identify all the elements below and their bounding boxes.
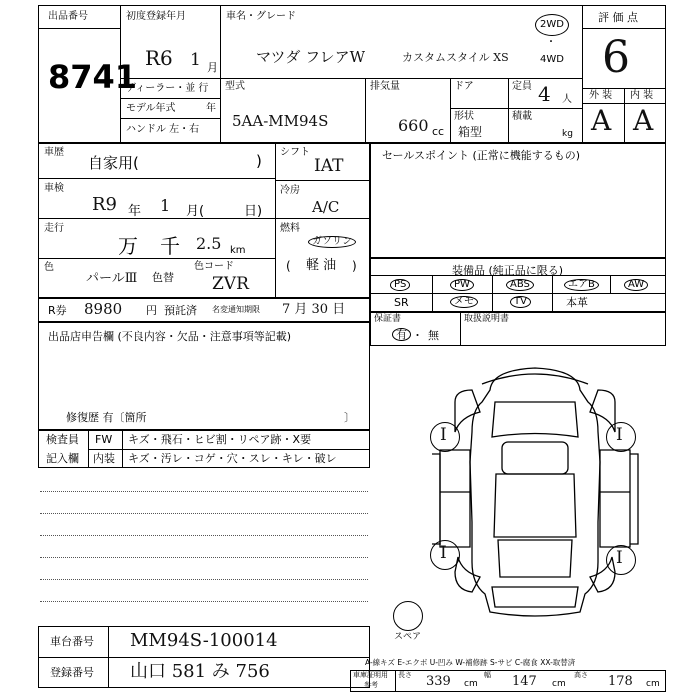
height-unit: cm — [646, 679, 660, 689]
dim-label-2: 参考 — [364, 681, 378, 689]
color-label: 色 — [44, 262, 54, 273]
tire-front-right-mark: Ⅰ — [616, 425, 623, 445]
history-value: 自家用( — [88, 154, 139, 172]
warranty-label: 保証書 — [374, 314, 402, 324]
month-unit: 月 — [207, 61, 218, 74]
repair-label: 修復歴 有〔箇所 — [66, 411, 147, 424]
displacement-value: 660 — [398, 116, 429, 135]
mileage-man: 万 — [118, 234, 138, 258]
color-code-label: 色コード — [194, 261, 234, 272]
equip-ps: PS — [390, 279, 410, 291]
manual-label: 取扱説明書 — [464, 314, 510, 324]
height-value: 178 — [608, 674, 633, 689]
fw-text: キズ・飛石・ヒビ割・リペア跡・X要 — [128, 433, 312, 446]
ext-grade: A — [591, 104, 612, 137]
dealer-label: ディーラー・並 行 — [126, 83, 209, 94]
lot-label: 出品番号 — [48, 11, 88, 22]
length-value: 339 — [426, 674, 451, 689]
type-value: 5AA-MM94S — [232, 112, 329, 130]
inspection-month-unit: 月( — [186, 204, 205, 219]
car-diagram — [420, 362, 650, 622]
load-unit: kg — [562, 129, 573, 139]
load-label: 積載 — [512, 111, 532, 122]
tire-rear-left-mark: Ⅰ — [440, 543, 447, 563]
equip-pw: PW — [450, 279, 474, 291]
km-unit: km — [230, 245, 246, 256]
equip-abs: ABS — [506, 279, 534, 291]
transfer-value: 7 月 30 日 — [282, 302, 346, 317]
shift-value: IAT — [314, 156, 344, 176]
fw-label: FW — [95, 433, 113, 446]
mileage-value: 2.5 — [196, 234, 222, 253]
car-name: マツダ フレアW — [256, 48, 365, 66]
color-value: パールⅢ — [86, 271, 138, 286]
equip-tv: TV — [510, 296, 531, 308]
first-reg-era: R6 — [145, 46, 173, 70]
repair-close: 〕 — [344, 411, 355, 424]
width-unit: cm — [552, 679, 566, 689]
width-label: 幅 — [484, 671, 491, 679]
mileage-sen: 千 — [160, 234, 180, 258]
recycle-label: R券 — [48, 304, 67, 317]
history-close: ) — [256, 152, 262, 170]
int-grade: A — [633, 104, 654, 137]
warranty-sep: ・ — [412, 329, 423, 342]
sales-points-title: セールスポイント (正常に機能するもの) — [382, 149, 581, 162]
inspection-era: R9 — [92, 194, 118, 215]
equip-leather: 本革 — [566, 296, 588, 309]
mileage-label: 走行 — [44, 223, 64, 234]
fuel-value: ガソリン — [308, 236, 356, 248]
first-reg-label: 初度登録年月 — [126, 11, 186, 22]
first-reg-month: 1 — [190, 50, 201, 70]
color-change-label: 色替 — [152, 271, 174, 284]
inspection-year-unit: 年 — [128, 204, 142, 219]
legend-text: A-線キズ E-エクボ U-凹み W-補修跡 S-サビ C-腐食 XX-取替済 — [365, 658, 576, 667]
warranty-yes: 有 — [392, 328, 411, 341]
int-label: 内 装 — [630, 90, 654, 101]
spare-tire — [393, 601, 423, 631]
lot-number: 8741 — [48, 58, 138, 96]
ac-label: 冷房 — [280, 185, 300, 196]
history-label: 車歴 — [44, 147, 64, 158]
transfer-label: 名変通知期限 — [212, 305, 260, 314]
capacity-unit: 人 — [562, 94, 572, 105]
year-unit: 年 — [206, 103, 216, 114]
inspection-day-unit: 日) — [244, 204, 263, 219]
tire-rear-right-mark: Ⅰ — [616, 548, 623, 568]
drive-sep: ・ — [546, 37, 556, 48]
inspector-label-2: 記入欄 — [46, 452, 79, 465]
ext-label: 外 装 — [589, 90, 613, 101]
cc-unit: cc — [432, 125, 445, 138]
fuel-diesel: 軽 油 — [306, 258, 337, 273]
height-label: 高さ — [574, 671, 588, 679]
reg-label: 登録番号 — [50, 666, 94, 679]
spare-label: スペア — [394, 632, 422, 642]
length-unit: cm — [464, 679, 478, 689]
equip-memo: メモ — [450, 296, 478, 308]
int-label: 内装 — [93, 452, 115, 465]
fuel-label: 燃料 — [280, 223, 300, 234]
warranty-no: 無 — [428, 329, 439, 342]
declaration-title: 出品店申告欄 (不良内容・欠品・注意事項等記載) — [48, 330, 292, 343]
shape-label: 形状 — [454, 111, 474, 122]
shift-label: シフト — [280, 147, 310, 158]
length-label: 長さ — [398, 671, 412, 679]
inspector-label-1: 検査員 — [46, 433, 79, 446]
recycle-yen: 円 — [146, 304, 157, 317]
tire-front-left-mark: Ⅰ — [440, 425, 447, 445]
recycle-amount: 8980 — [84, 300, 123, 318]
inspection-label: 車検 — [44, 183, 64, 194]
ac-value: A/C — [312, 198, 340, 216]
fuel-paren-close: ) — [352, 259, 357, 273]
grade: カスタムスタイル XS — [402, 51, 509, 64]
equip-aw: AW — [624, 279, 648, 291]
capacity-value: 4 — [538, 82, 551, 106]
car-name-label: 車名・グレード — [226, 11, 296, 22]
equipment-title: 装備品 (純正品に限る) — [452, 264, 564, 277]
recycle-deposit: 預託済 — [164, 304, 197, 317]
equip-sr: SR — [394, 296, 409, 309]
color-code: ZVR — [212, 274, 249, 294]
displacement-label: 排気量 — [370, 81, 400, 92]
score: 6 — [602, 32, 630, 83]
door-label: ドア — [454, 81, 474, 92]
chassis-value: MM94S-100014 — [130, 630, 278, 651]
equip-airbag: エアB — [564, 279, 599, 291]
dim-label-1: 車庫証明用 — [353, 671, 388, 679]
shape-value: 箱型 — [458, 125, 483, 139]
handle-label: ハンドル 左・右 — [126, 124, 200, 135]
drive-4wd: 4WD — [540, 54, 564, 65]
inspection-month: 1 — [160, 196, 171, 215]
chassis-label: 車台番号 — [50, 635, 94, 648]
fuel-paren-open: ( — [286, 259, 291, 273]
width-value: 147 — [512, 674, 537, 689]
score-label: 評 価 点 — [598, 11, 638, 24]
drive-2wd: 2WD — [540, 19, 564, 30]
capacity-label: 定員 — [512, 81, 532, 92]
model-year-label: モデル年式 — [126, 103, 176, 114]
int-text: キズ・汚レ・コゲ・穴・スレ・キレ・破レ — [128, 452, 337, 465]
reg-value: 山口 581 み 756 — [130, 661, 270, 682]
type-label: 型式 — [225, 81, 245, 92]
